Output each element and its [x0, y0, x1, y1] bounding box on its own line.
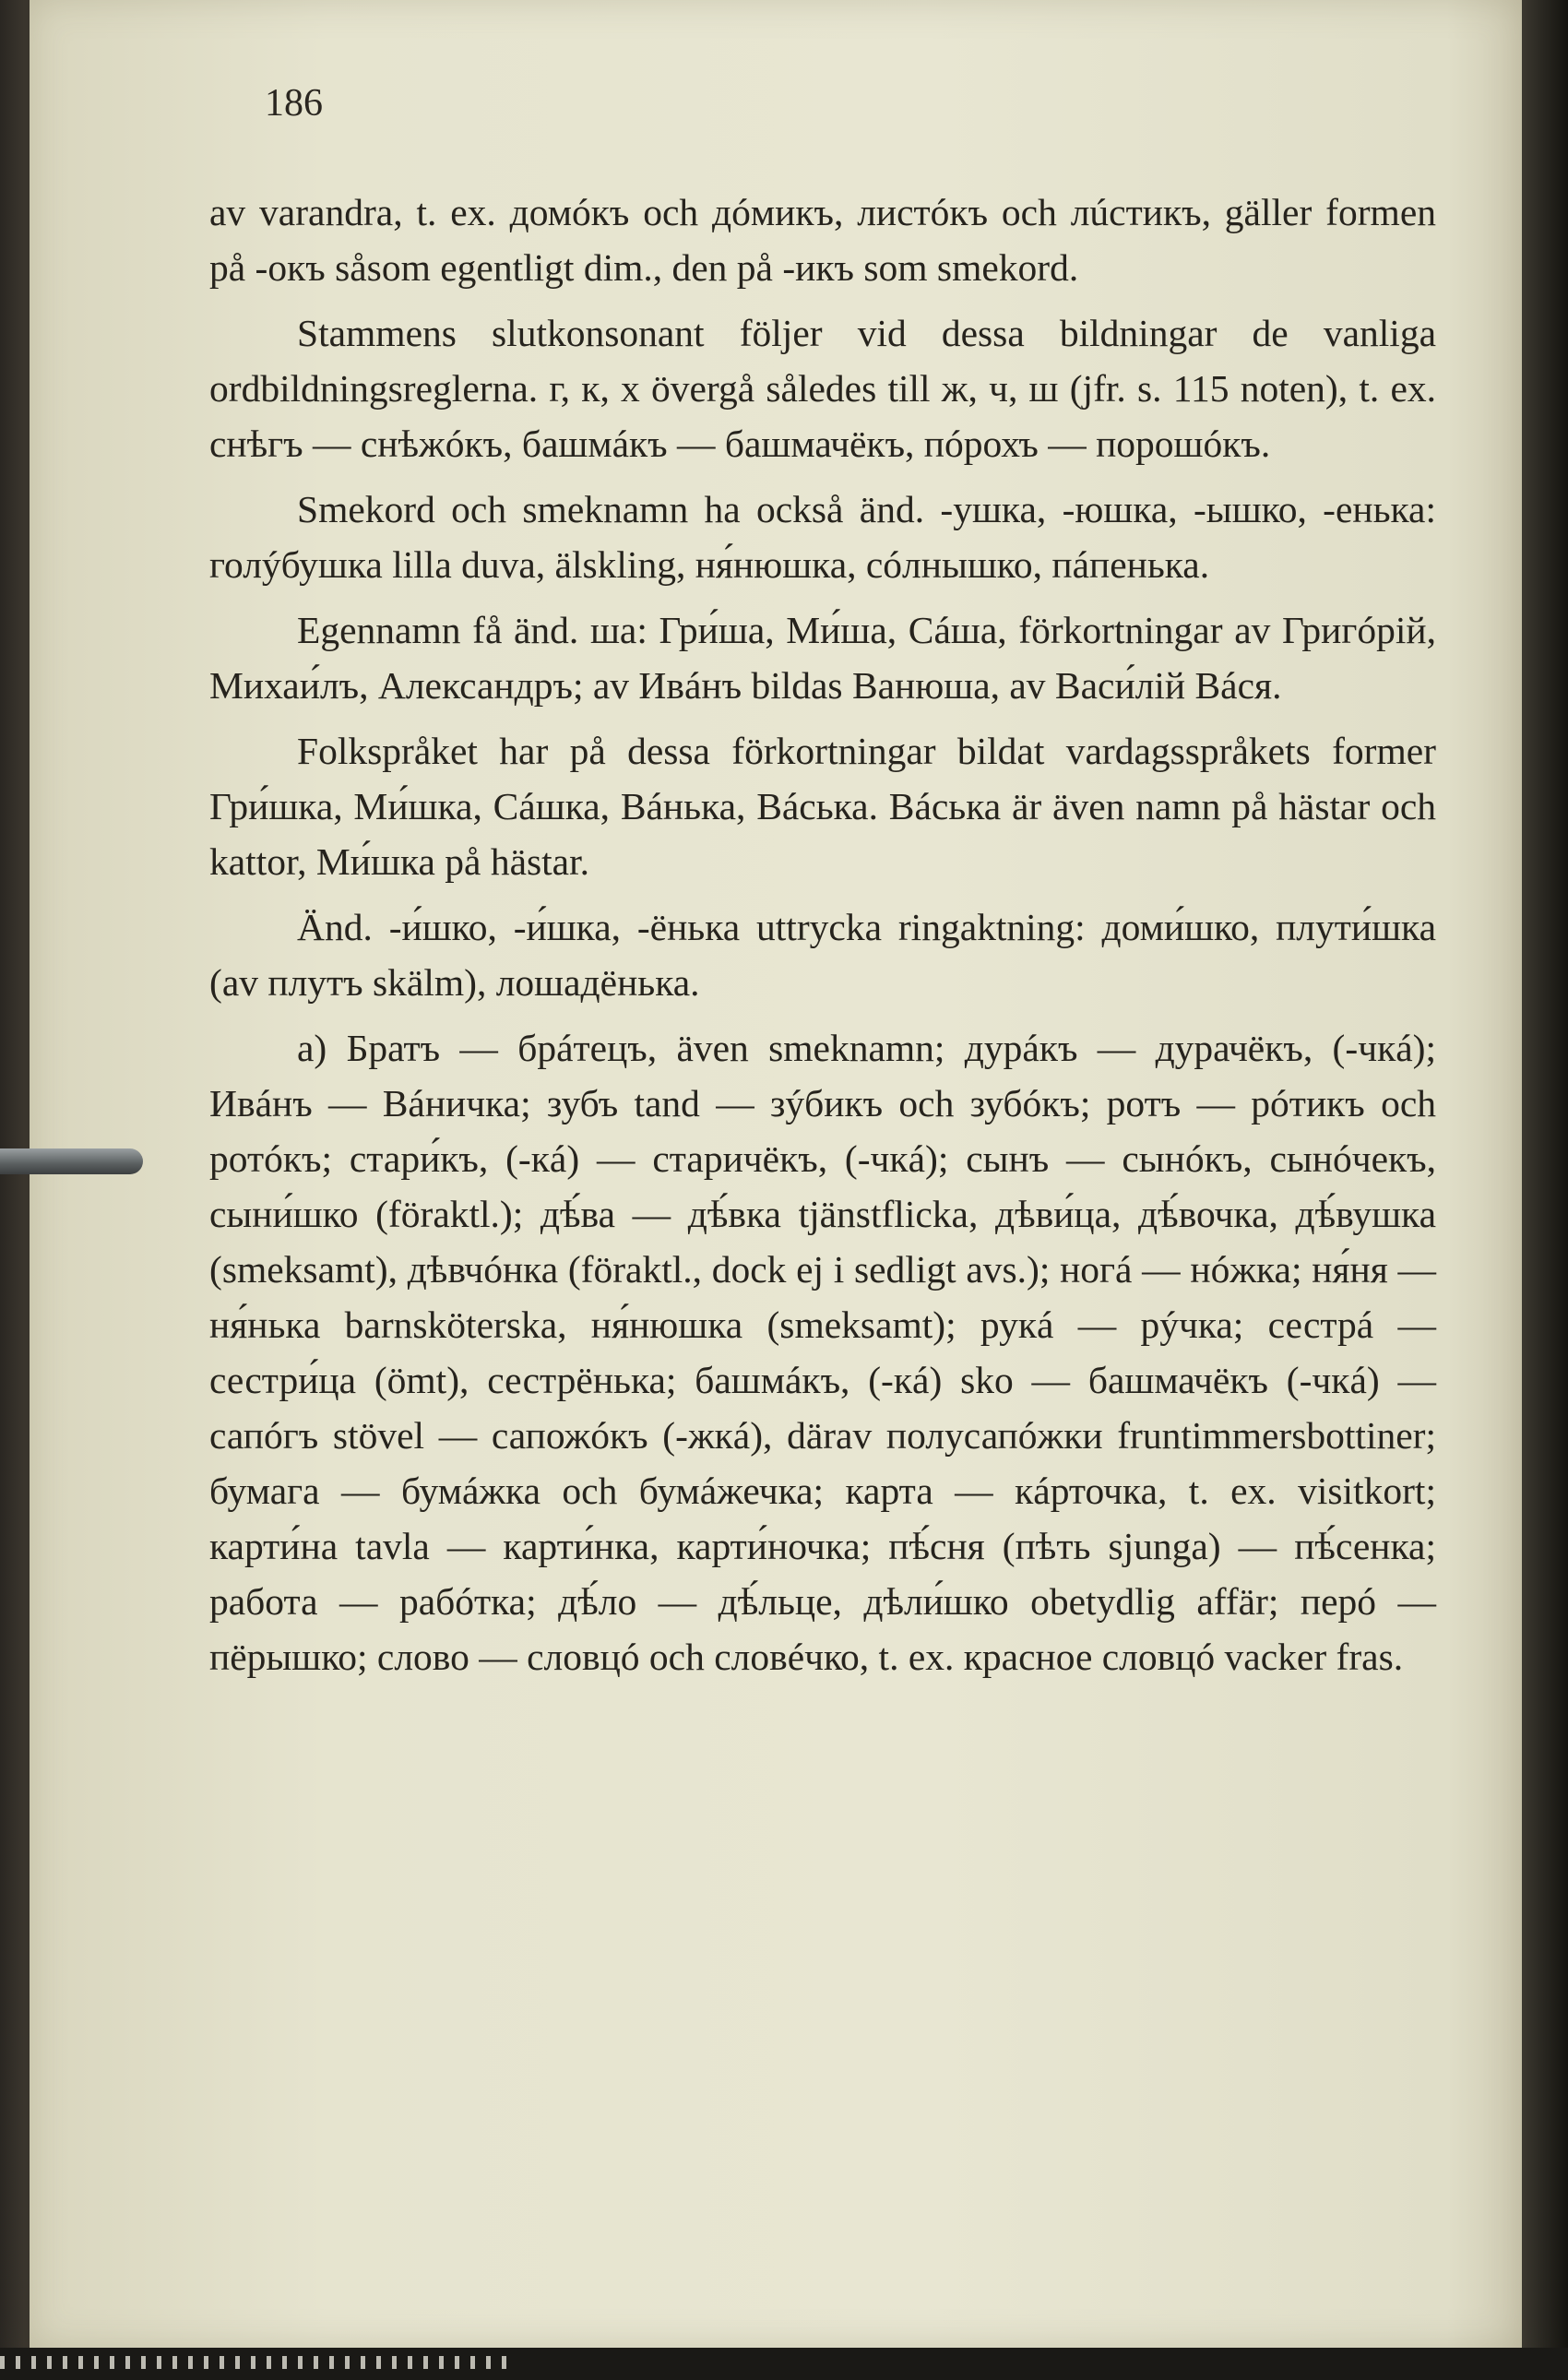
paragraph-egennamn: Egennamn få änd. ша: Гри́ша, Ми́ша, Сáша, förkortningar av Григóрiй, Михаи́лъ, Александръ; av Ивáнъ bildas Ванюша, av Васи́лiй Вáся. — [209, 609, 1436, 707]
paragraph-ringaktning: Änd. -и́шко, -и́шка, -ёнька uttrycka ringaktning: доми́шко, плути́шка (av плутъ skälm), лошадёнька. — [209, 906, 1436, 1004]
scan-right-edge — [1522, 0, 1568, 2380]
paragraph-smekord: Smekord och smeknamn ha också änd. -ушка, -юшка, -ышко, -енька: голýбушка lilla duva, älskling, ня́нюшка, сóлнышко, пáпенька. — [209, 488, 1436, 586]
paragraph-continuation: av varandra, t. ex. домóкъ och дóмикъ, листóкъ och лúстикъ, gäller formen på -окъ såsom egentligt dim., den på -икъ som smekord. — [209, 191, 1436, 289]
page-clip — [0, 1148, 143, 1174]
scan-ruler — [0, 2356, 517, 2369]
scan-bottom-strip — [0, 2348, 1568, 2380]
book-page — [30, 0, 1522, 2348]
paragraph-stem-consonant: Stammens slutkonsonant följer vid dessa bildningar de vanliga ordbildningsreglerna. г, к, х övergå således till ж, ч, ш (jfr. s. 115 noten), t. ex. снѣгъ — снѣжóкъ, башмáкъ — башмачёкъ, пóрохъ — порошóкъ. — [209, 312, 1436, 465]
paragraph-examples-a: a) Братъ — брáтецъ, även smeknamn; дурáкъ — дурачёкъ, (-чкá); Ивáнъ — Вáничка; зубъ tand — зýбикъ och зубóкъ; ротъ — рóтикъ och ротóкъ; стари́къ, (-кá) — старичёкъ, (-чкá); сынъ — сынóкъ, сынóчекъ, сыни́шко (föraktl.); дѣ́ва — дѣ́вка tjänstflicka, дѣви́ца, дѣ́вочка, дѣ́вушка (smeksamt), дѣвчóнка (föraktl., dock ej i sedligt avs.); ногá — нóжка; ня́ня — ня́нька barnsköterska, ня́нюшка (smeksamt); рукá — рýчка; сестрá — сестри́ца (ömt), сестрёнька; башмáкъ, (-кá) sko — башмачёкъ (-чкá) — сапóгъ stövel — сапожóкъ (-жкá), därav полусапóжки fruntimmersbottiner; бумага — бумáжка och бумáжечка; карта — кáрточка, t. ex. visitkort; карти́на tavla — карти́нка, карти́ночка; пѣ́сня (пѣть sjunga) — пѣ́сенка; работа — рабóтка; дѣ́ло — дѣ́льце, дѣли́шко obetydlig affär; перó — пёрышко; слово — словцó och словéчко, t. ex. красное словцó vacker fras. — [209, 1027, 1436, 1678]
page-number: 186 — [265, 82, 323, 125]
paragraph-folksprak: Folkspråket har på dessa förkortningar bildat vardagsspråkets former Гри́шка, Ми́шка, Сáшка, Вáнька, Вáська. Вáська är även namn på hästar och kattor, Ми́шка på hästar. — [209, 730, 1436, 883]
page-body-text — [209, 184, 1436, 1695]
